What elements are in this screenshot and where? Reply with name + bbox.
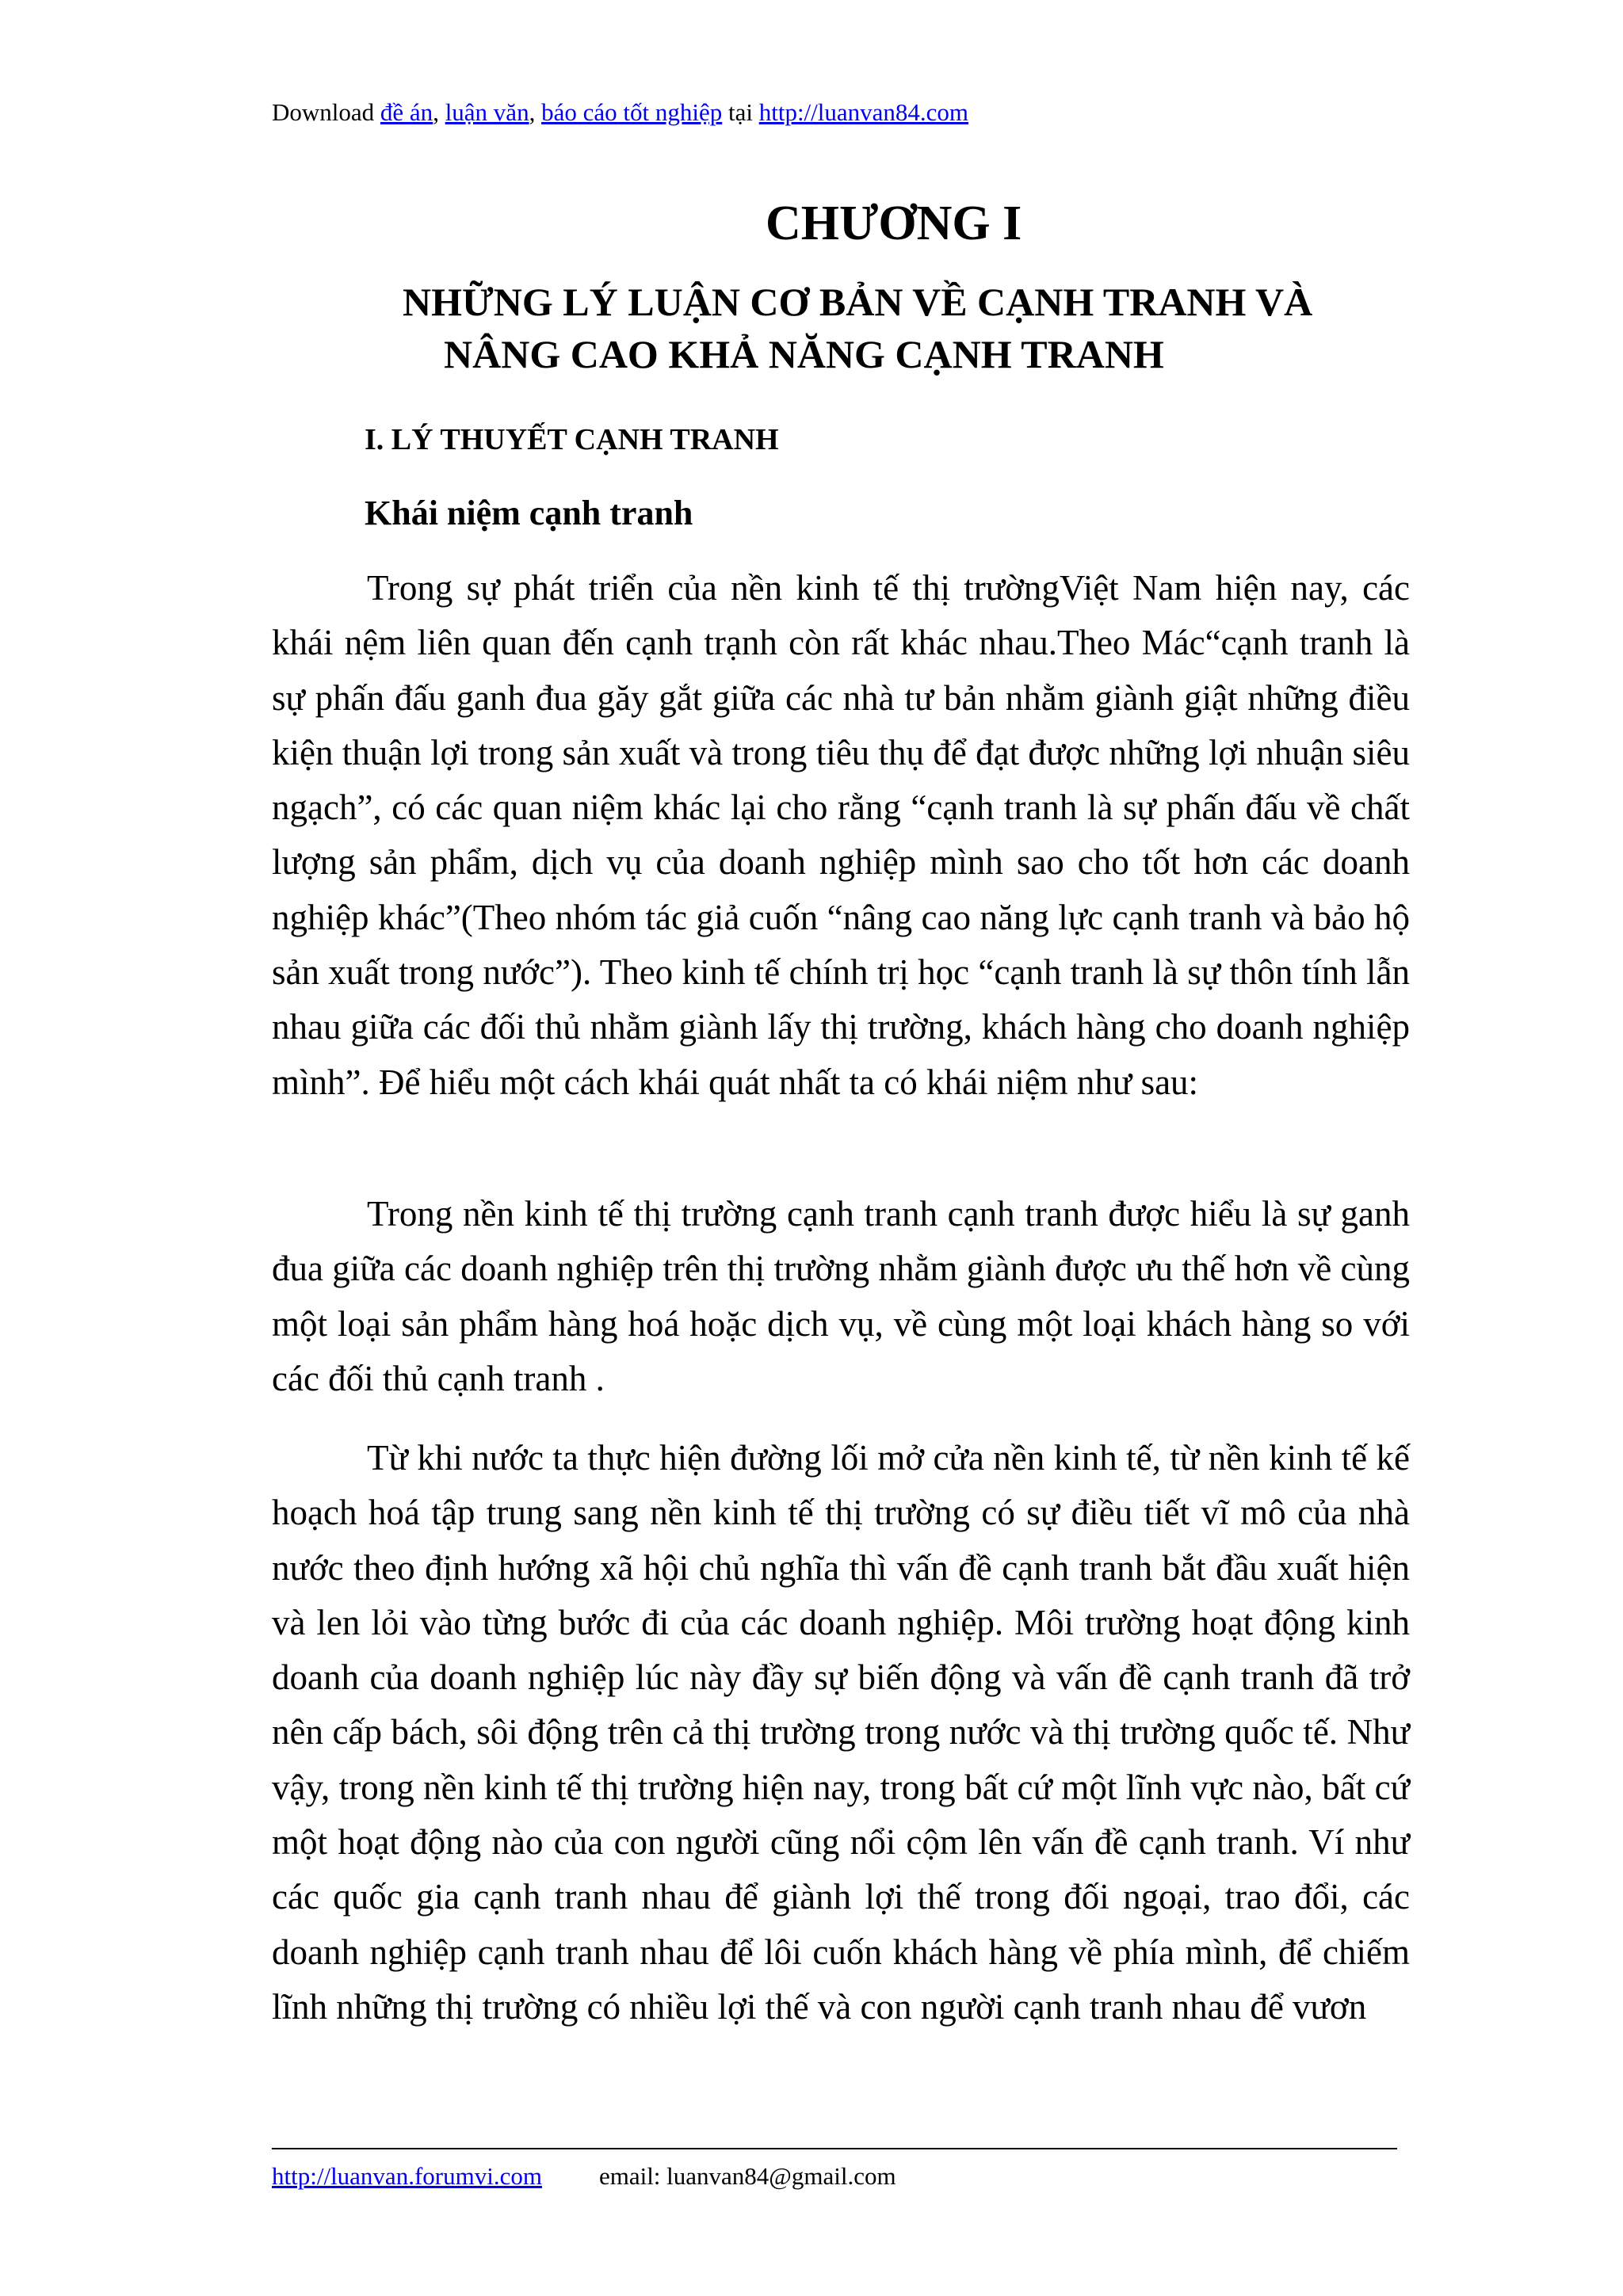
link-luan-van[interactable]: luận văn [445, 98, 529, 126]
link-bao-cao-tot-nghiep[interactable]: báo cáo tốt nghiệp [541, 98, 723, 126]
header-separator: , [529, 98, 542, 126]
header-mid-text: tại [722, 98, 759, 126]
link-de-an[interactable]: đề án [380, 98, 433, 126]
footer-email: email: luanvan84@gmail.com [598, 2162, 896, 2190]
chapter-title: CHƯƠNG I [766, 196, 1022, 250]
footer-divider [272, 2148, 1397, 2149]
concept-heading: Khái niệm cạnh tranh [365, 494, 693, 532]
header-separator: , [433, 98, 445, 126]
footer-forum-link[interactable]: http://luanvan.forumvi.com [272, 2162, 542, 2190]
link-site-luanvan84[interactable]: http://luanvan84.com [758, 98, 969, 126]
section-heading: I. LÝ THUYẾT CẠNH TRANH [365, 423, 779, 456]
body-paragraph-2: Trong nền kinh tế thị trường cạnh tranh cạnh tranh được hiểu là sự ganh đua giữa các doanh nghiệp trên thị trường nhằm giành được ưu thế hơn về cùng một loại sản phẩm hàng hoá hoặc dịch vụ, về cùng một loại khách hàng so với các đối thủ cạnh tranh . [272, 1194, 1410, 1398]
header-prefix: Download [272, 98, 380, 126]
body-paragraph-1: Trong sự phát triển của nền kinh tế thị trườngViệt Nam hiện nay, các khái nệm liên quan đến cạnh trạnh còn rất khác nhau.Theo Mác“cạnh tranh là sự phấn đấu ganh đua găy gắt giữa các nhà tư bản nhằm giành giật những điều kiện thuận lợi trong sản xuất và trong tiêu thụ để đạt được những lợi nhuận siêu ngạch”, có các quan niệm khác lại cho rằng “cạnh tranh là sự phấn đấu về chất lượng sản phẩm, dịch vụ của doanh nghiệp mình sao cho tốt hơn các doanh nghiệp khác”(Theo nhóm tác giả cuốn “nâng cao năng lực cạnh tranh và bảo hộ sản xuất trong nước”). Theo kinh tế chính trị học “cạnh tranh là sự thôn tính lẫn nhau giữa các đối thủ nhằm giành lấy thị trường, khách hàng cho doanh nghiệp mình”. Để hiểu một cách khái quát nhất ta có khái niệm như sau: [272, 568, 1410, 1102]
page-header [272, 97, 968, 128]
body-paragraph-3: Từ khi nước ta thực hiện đường lối mở cửa nền kinh tế, từ nền kinh tế kế hoạch hoá tập trung sang nền kinh tế thị trường có sự điều tiết vĩ mô của nhà nước theo định hướng xã hội chủ nghĩa thì vấn đề cạnh tranh bắt đầu xuất hiện và len lỏi vào từng bước đi của các doanh nghiệp. Môi trường hoạt động kinh doanh của doanh nghiệp lúc này đầy sự biến động và vấn đề cạnh tranh đã trở nên cấp bách, sôi động trên cả thị trường trong nước và thị trường quốc tế. Như vậy, trong nền kinh tế thị trường hiện nay, trong bất cứ một lĩnh vực nào, bất cứ một hoạt động nào của con người cũng nổi cộm lên vấn đề cạnh tranh. Ví như các quốc gia cạnh tranh nhau để giành lợi thế trong đối ngoại, trao đổi, các doanh nghiệp cạnh tranh nhau để lôi cuốn khách hàng về phía mình, để chiếm lĩnh những thị trường có nhiều lợi thế và con người cạnh tranh nhau để vươn [272, 1438, 1410, 2027]
chapter-subtitle [403, 276, 1433, 380]
chapter-subtitle-line-2: NÂNG CAO KHẢ NĂNG CẠNH TRANH [444, 332, 1164, 376]
page-footer [272, 2161, 896, 2192]
chapter-subtitle-line-1: NHỮNG LÝ LUẬN CƠ BẢN VỀ CẠNH TRANH VÀ [403, 280, 1313, 324]
